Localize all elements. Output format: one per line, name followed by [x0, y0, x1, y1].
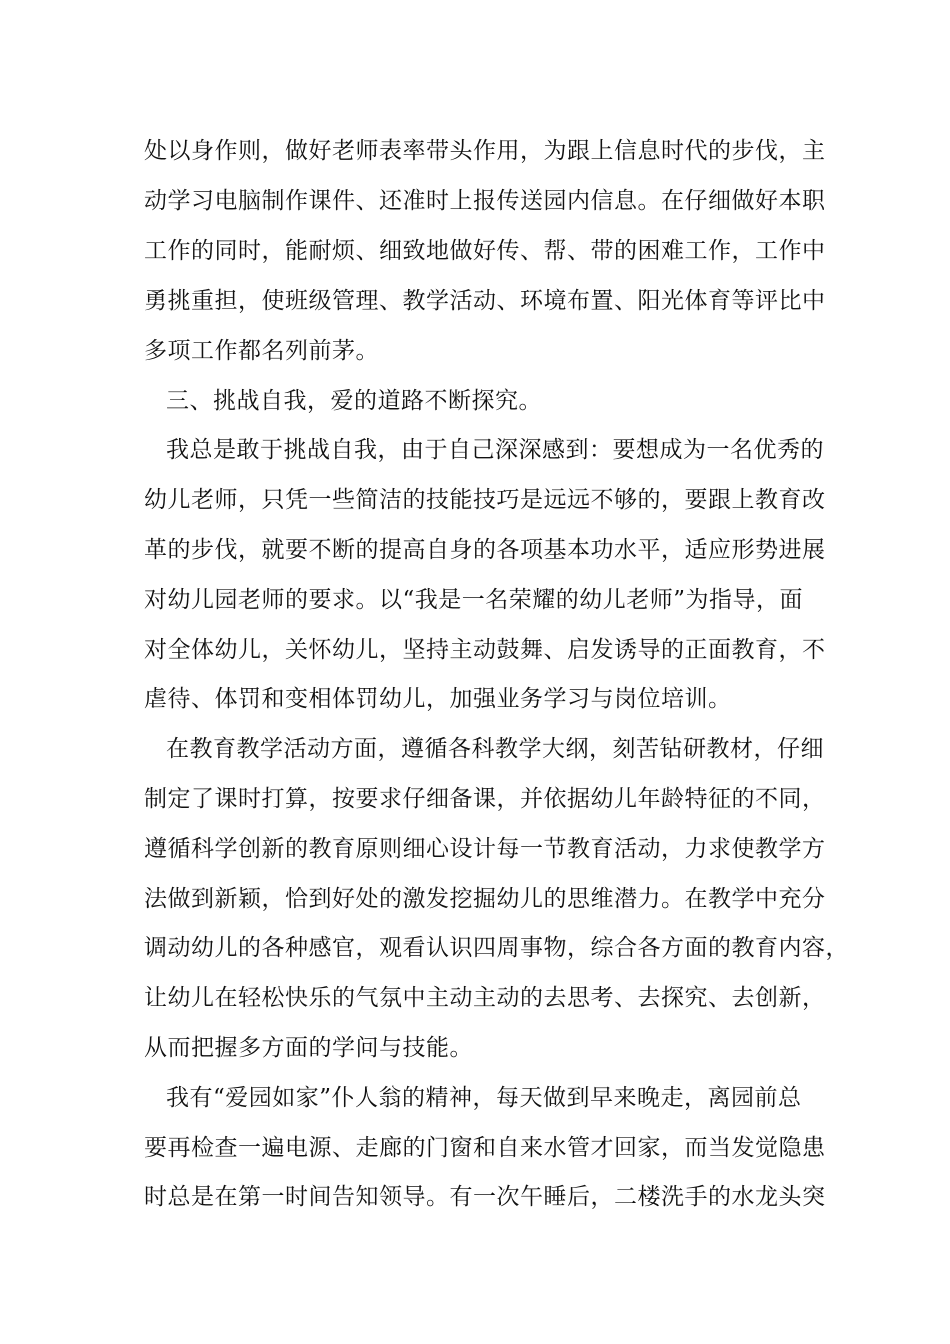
text-line: 法做到新颖，恰到好处的激发挖掘幼儿的思维潜力。在教学中充分	[144, 886, 826, 912]
text-line: 对幼儿园老师的要求。以“我是一名荣耀的幼儿老师”为指导，面	[144, 587, 804, 613]
text-line: 让幼儿在轻松快乐的气氛中主动主动的去思考、去探究、去创新，	[144, 985, 826, 1011]
text-line: 在教育教学活动方面，遵循各科教学大纲，刻苦钻研教材，仔细	[166, 736, 824, 762]
text-line: 遵循科学创新的教育原则细心设计每一节教育活动，力求使教学方	[144, 836, 826, 862]
text-line: 调动幼儿的各种感官，观看认识四周事物，综合各方面的教育内容，	[144, 935, 849, 961]
text-line: 要再检查一遍电源、走廊的门窗和自来水管才回家，而当发觉隐患	[144, 1135, 826, 1161]
text-line: 处以身作则，做好老师表率带头作用，为跟上信息时代的步伐，主	[144, 138, 826, 164]
text-line: 我总是敢于挑战自我，由于自己深深感到：要想成为一名优秀的	[166, 437, 824, 463]
text-line: 多项工作都名列前茅。	[144, 338, 379, 364]
text-line: 幼儿老师，只凭一些简洁的技能技巧是远远不够的，要跟上教育改	[144, 487, 826, 513]
text-line: 从而把握多方面的学问与技能。	[144, 1035, 473, 1061]
text-line: 革的步伐，就要不断的提高自身的各项基本功水平，适应形势进展	[144, 537, 826, 563]
text-line: 动学习电脑制作课件、还准时上报传送园内信息。在仔细做好本职	[144, 188, 826, 214]
text-line: 我有“爱园如家”仆人翁的精神，每天做到早来晚走，离园前总	[166, 1085, 802, 1111]
text-line: 工作的同时，能耐烦、细致地做好传、帮、带的困难工作，工作中	[144, 238, 826, 264]
section-heading: 三、挑战自我，爱的道路不断探究。	[166, 388, 542, 414]
text-line: 勇挑重担，使班级管理、教学活动、环境布置、阳光体育等评比中	[144, 288, 826, 314]
text-line: 时总是在第一时间告知领导。有一次午睡后，二楼洗手的水龙头突	[144, 1184, 826, 1210]
text-line: 虐待、体罚和变相体罚幼儿，加强业务学习与岗位培训。	[144, 686, 732, 712]
text-line: 制定了课时打算，按要求仔细备课，并依据幼儿年龄特征的不同，	[144, 786, 826, 812]
text-line: 对全体幼儿，关怀幼儿，坚持主动鼓舞、启发诱导的正面教育，不	[144, 637, 826, 663]
